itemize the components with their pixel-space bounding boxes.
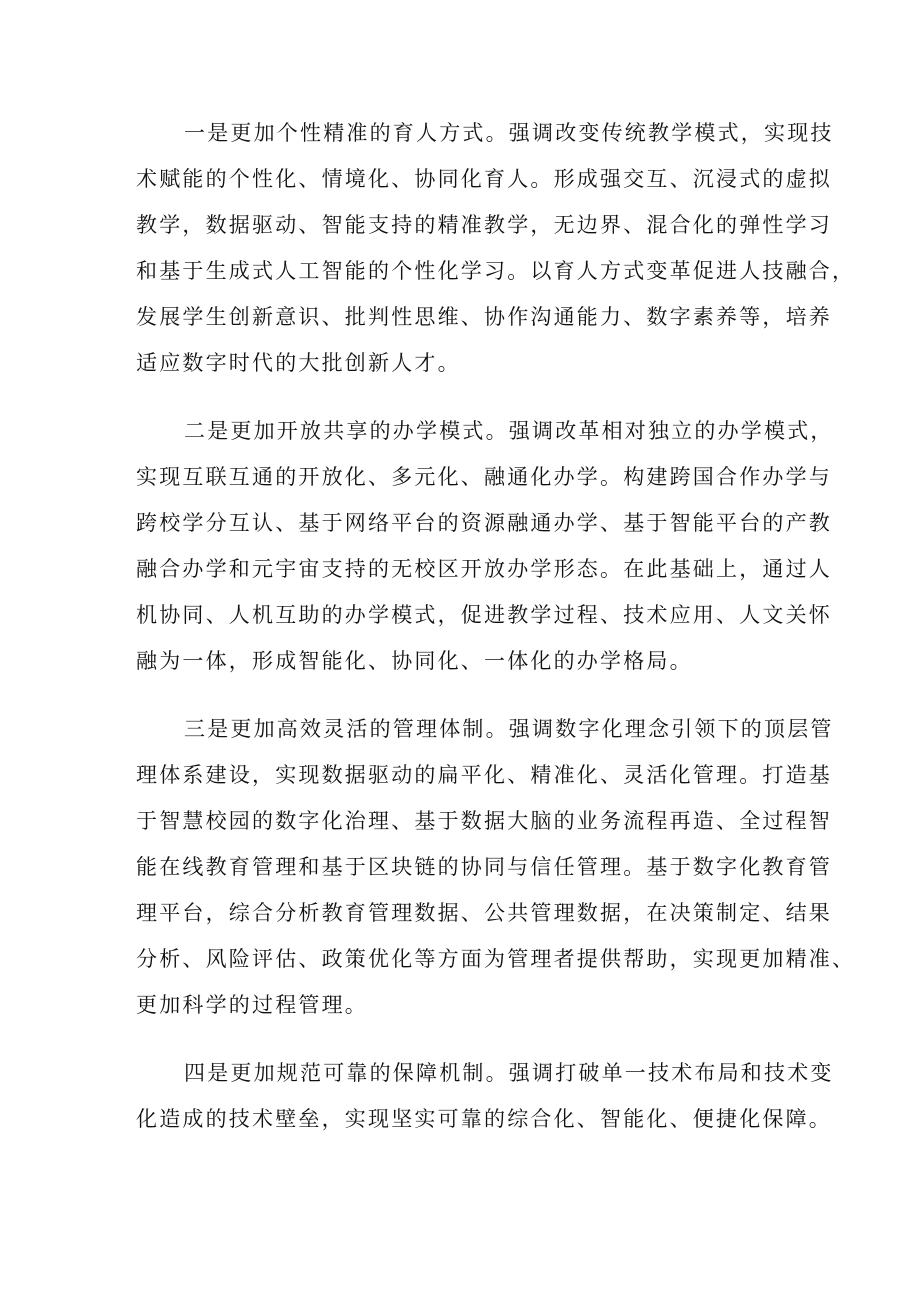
document-body [136,110,856,1164]
text-line: 机协同、人机互助的办学模式，促进教学过程、技术应用、人文关怀 [136,603,832,627]
text-line: 适应数字时代的大批创新人才。 [136,351,461,375]
text-line: 于智慧校园的数字化治理、基于数据大脑的业务流程再造、全过程智 [136,809,832,833]
text-line: 二是更加开放共享的办学模式。强调改革相对独立的办学模式， [184,419,834,443]
text-line: 融为一体，形成智能化、协同化、一体化的办学格局。 [136,649,693,673]
text-line: 教学，数据驱动、智能支持的精准教学，无边界、混合化的弹性学习 [136,213,832,237]
text-line: 三是更加高效灵活的管理体制。强调数字化理念引领下的顶层管 [184,717,834,741]
text-line: 术赋能的个性化、情境化、协同化育人。形成强交互、沉浸式的虚拟 [136,167,832,191]
text-line: 实现互联互通的开放化、多元化、融通化办学。构建跨国合作办学与 [136,465,832,489]
text-line: 四是更加规范可靠的保障机制。强调打破单一技术布局和技术变 [184,1061,834,1085]
text-line: 发展学生创新意识、批判性思维、协作沟通能力、数字素养等，培养 [136,305,832,329]
paragraph-3 [136,706,856,1028]
text-line: 和基于生成式人工智能的个性化学习。以育人方式变革促进人技融合， [136,259,856,283]
text-line: 分析、风险评估、政策优化等方面为管理者提供帮助，实现更加精准、 [136,947,856,971]
paragraph-1 [136,110,856,386]
text-line: 理平台，综合分析教育管理数据、公共管理数据，在决策制定、结果 [136,901,832,925]
text-line: 更加科学的过程管理。 [136,993,368,1017]
text-line: 理体系建设，实现数据驱动的扁平化、精准化、灵活化管理。打造基 [136,763,832,787]
paragraph-4 [136,1050,834,1142]
paragraph-2 [136,408,834,684]
text-line: 一是更加个性精准的育人方式。强调改变传统教学模式，实现技 [184,121,834,145]
text-line: 化造成的技术壁垒，实现坚实可靠的综合化、智能化、便捷化保障。 [136,1107,832,1131]
text-line: 融合办学和元宇宙支持的无校区开放办学形态。在此基础上，通过人 [136,557,832,581]
text-line: 跨校学分互认、基于网络平台的资源融通办学、基于智能平台的产教 [136,511,832,535]
text-line: 能在线教育管理和基于区块链的协同与信任管理。基于数字化教育管 [136,855,832,879]
